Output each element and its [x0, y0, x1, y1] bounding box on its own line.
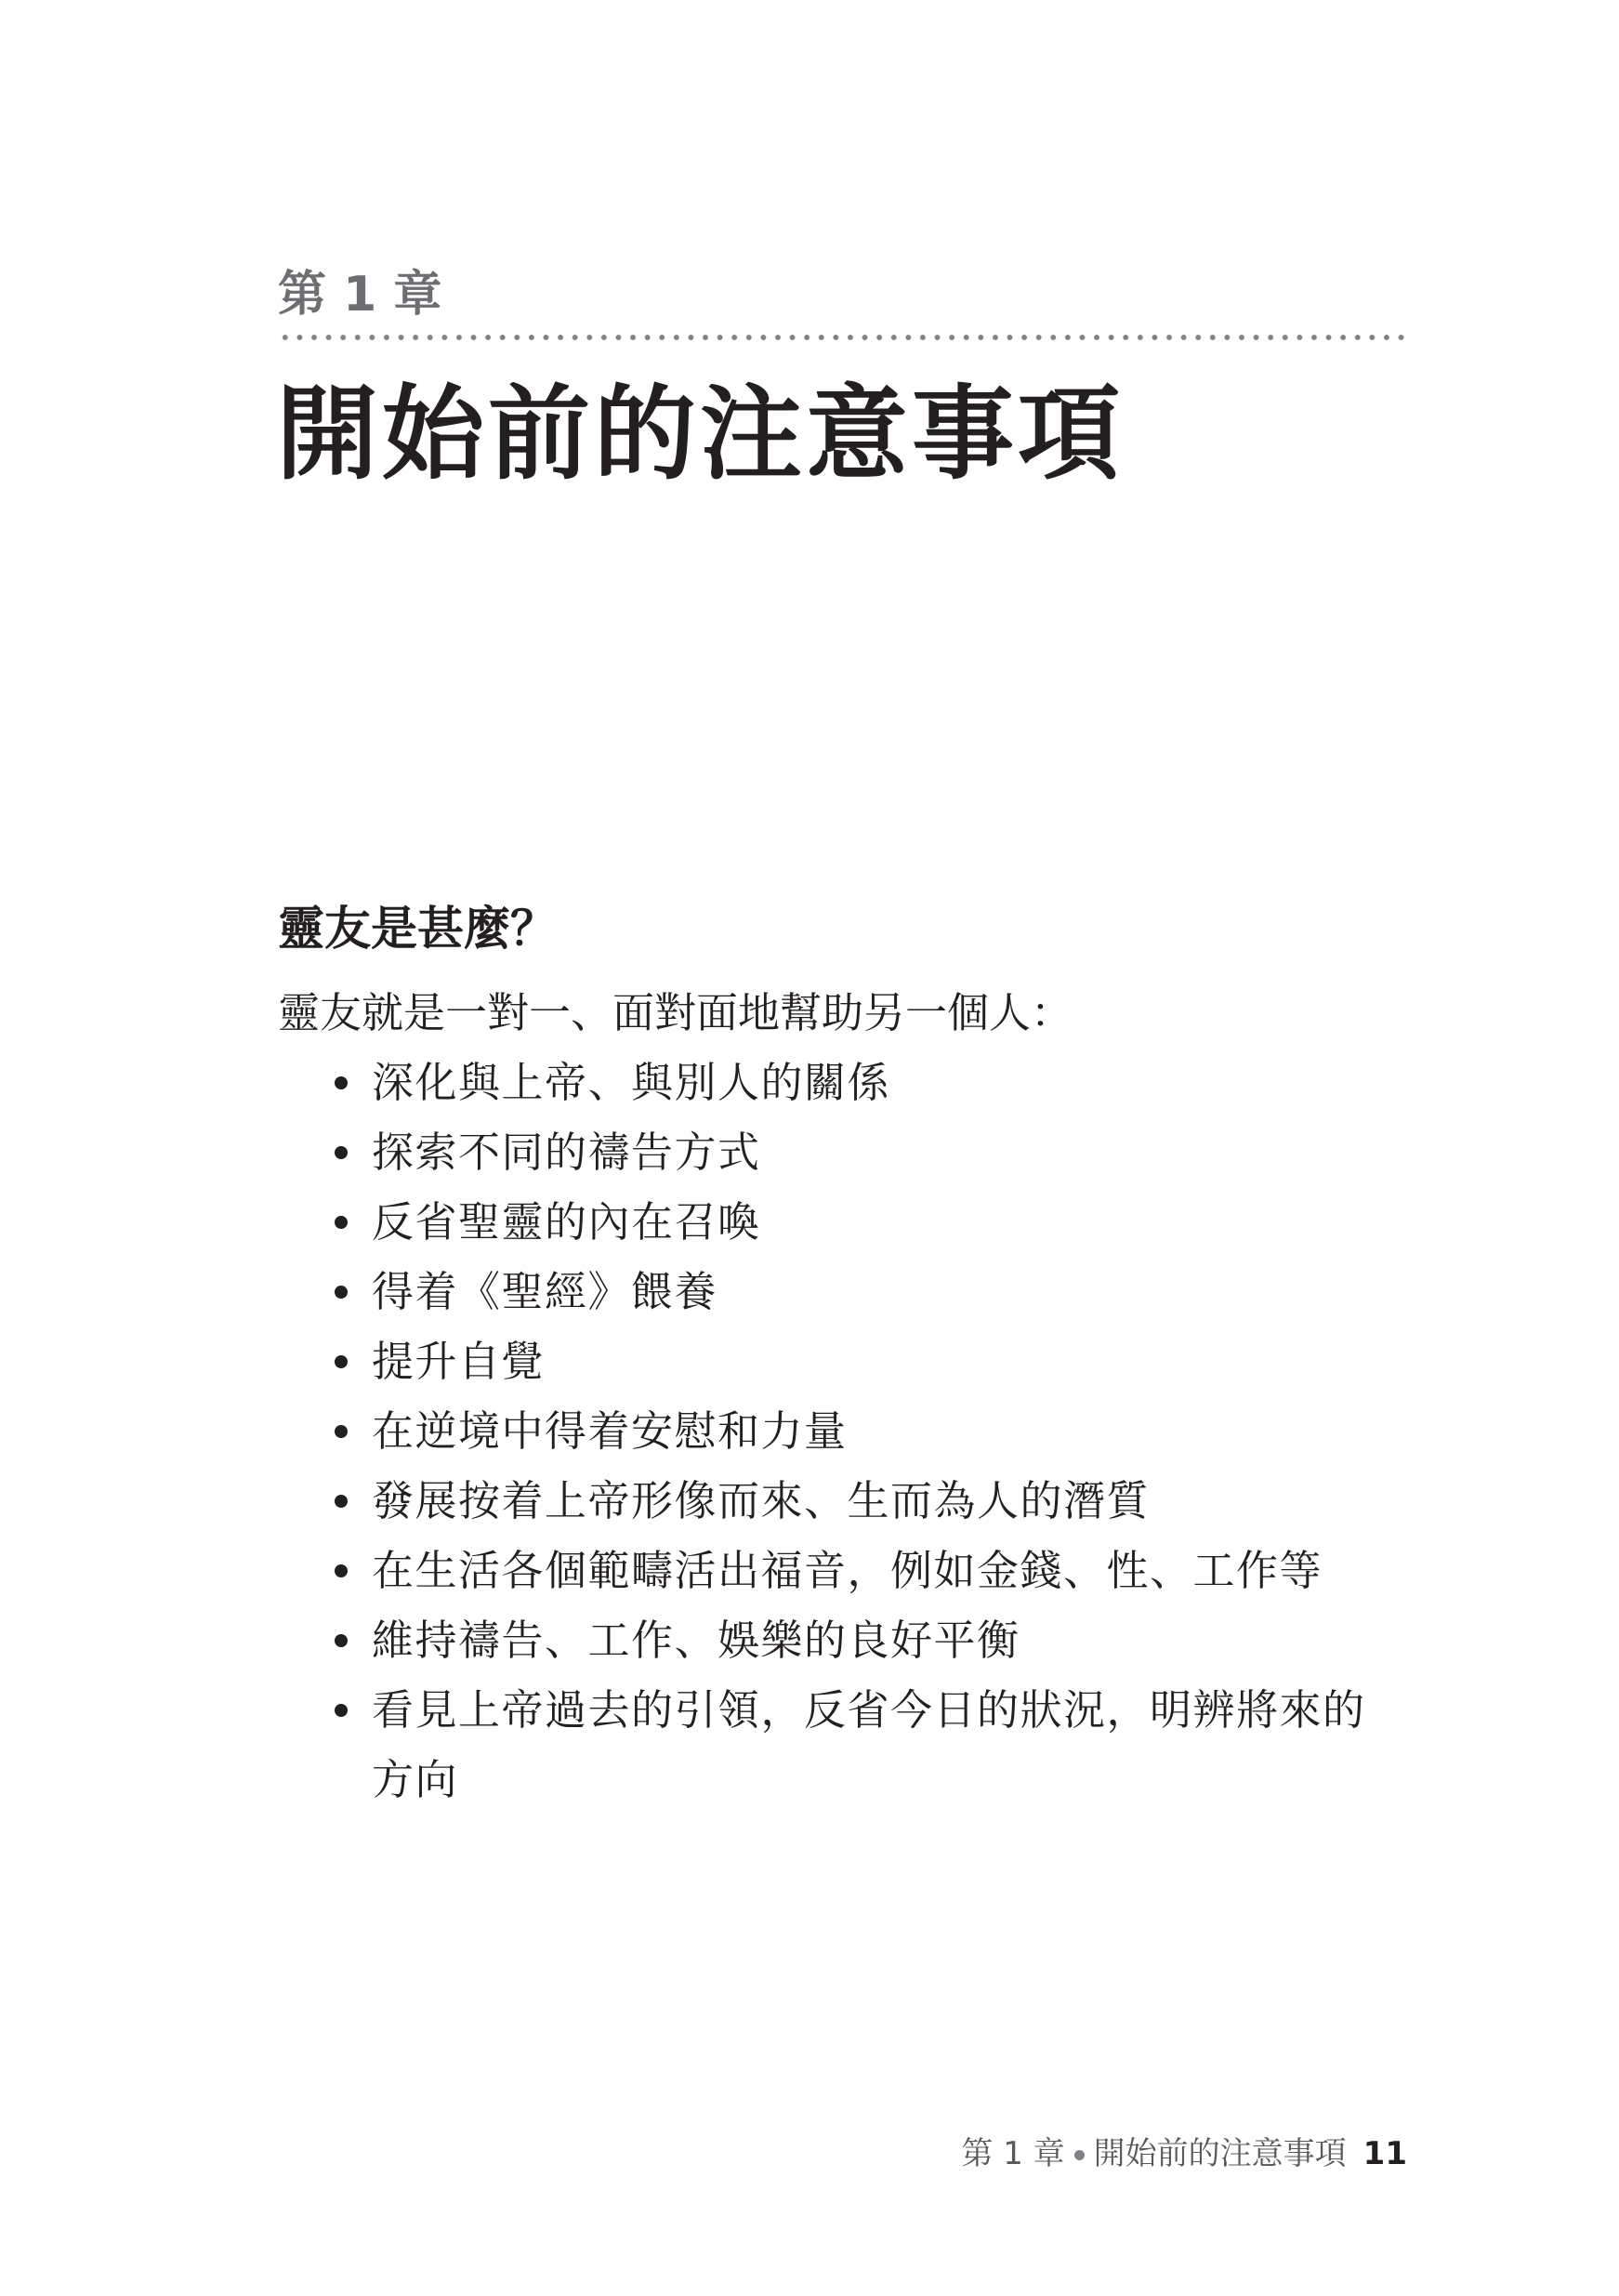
footer-separator-dot [1074, 2150, 1085, 2160]
bullet-icon [335, 1495, 348, 1508]
list-item [330, 1536, 1417, 1605]
list-item-text: 探索不同的禱告方式 [372, 1128, 761, 1177]
list-item-text: 發展按着上帝形像而來、生而為人的潛質 [372, 1476, 1151, 1525]
footer-title: 開始前的注意事項 [1093, 2135, 1347, 2172]
list-item [330, 1675, 1417, 1814]
bullet-icon [335, 1076, 348, 1089]
bullet-icon [335, 1634, 348, 1647]
bullet-icon [335, 1286, 348, 1299]
list-item-text: 看見上帝過去的引領，反省今日的狀況，明辨將來的方向 [372, 1685, 1366, 1804]
list-item [330, 1257, 1417, 1326]
list-item-text: 維持禱告、工作、娛樂的良好平衡 [372, 1616, 1020, 1665]
intro-paragraph: 靈友就是一對一、面對面地幫助另一個人： [278, 988, 1073, 1037]
list-item [330, 1117, 1417, 1187]
list-item [330, 1466, 1417, 1536]
list-item-text: 提升自覺 [372, 1337, 546, 1386]
list-item-text: 在生活各個範疇活出福音，例如金錢、性、工作等 [372, 1546, 1323, 1595]
list-item [330, 1396, 1417, 1466]
bullet-icon [335, 1146, 348, 1159]
list-item [330, 1605, 1417, 1675]
dotted-divider [278, 333, 1412, 342]
list-item [330, 1048, 1417, 1117]
section-heading: 靈友是甚麼？ [278, 902, 557, 956]
bullet-icon [335, 1355, 348, 1368]
footer-chapter: 第 1 章 [961, 2135, 1065, 2172]
list-item-text: 反省聖靈的內在召喚 [372, 1197, 761, 1247]
bullet-icon [335, 1216, 348, 1229]
list-item-text: 得着《聖經》餵養 [372, 1267, 718, 1316]
list-item [330, 1326, 1417, 1396]
bullet-list [330, 1048, 1417, 1814]
bullet-icon [335, 1564, 348, 1577]
page-number: 11 [1362, 2135, 1407, 2172]
list-item [330, 1187, 1417, 1257]
running-footer [961, 2133, 1407, 2174]
list-item-text: 在逆境中得着安慰和力量 [372, 1406, 848, 1456]
chapter-label: 第 1 章 [278, 267, 442, 323]
list-item-text: 深化與上帝、與別人的關係 [372, 1058, 891, 1107]
chapter-title: 開始前的注意事項 [276, 375, 1124, 494]
bullet-icon [335, 1704, 348, 1717]
bullet-icon [335, 1425, 348, 1438]
